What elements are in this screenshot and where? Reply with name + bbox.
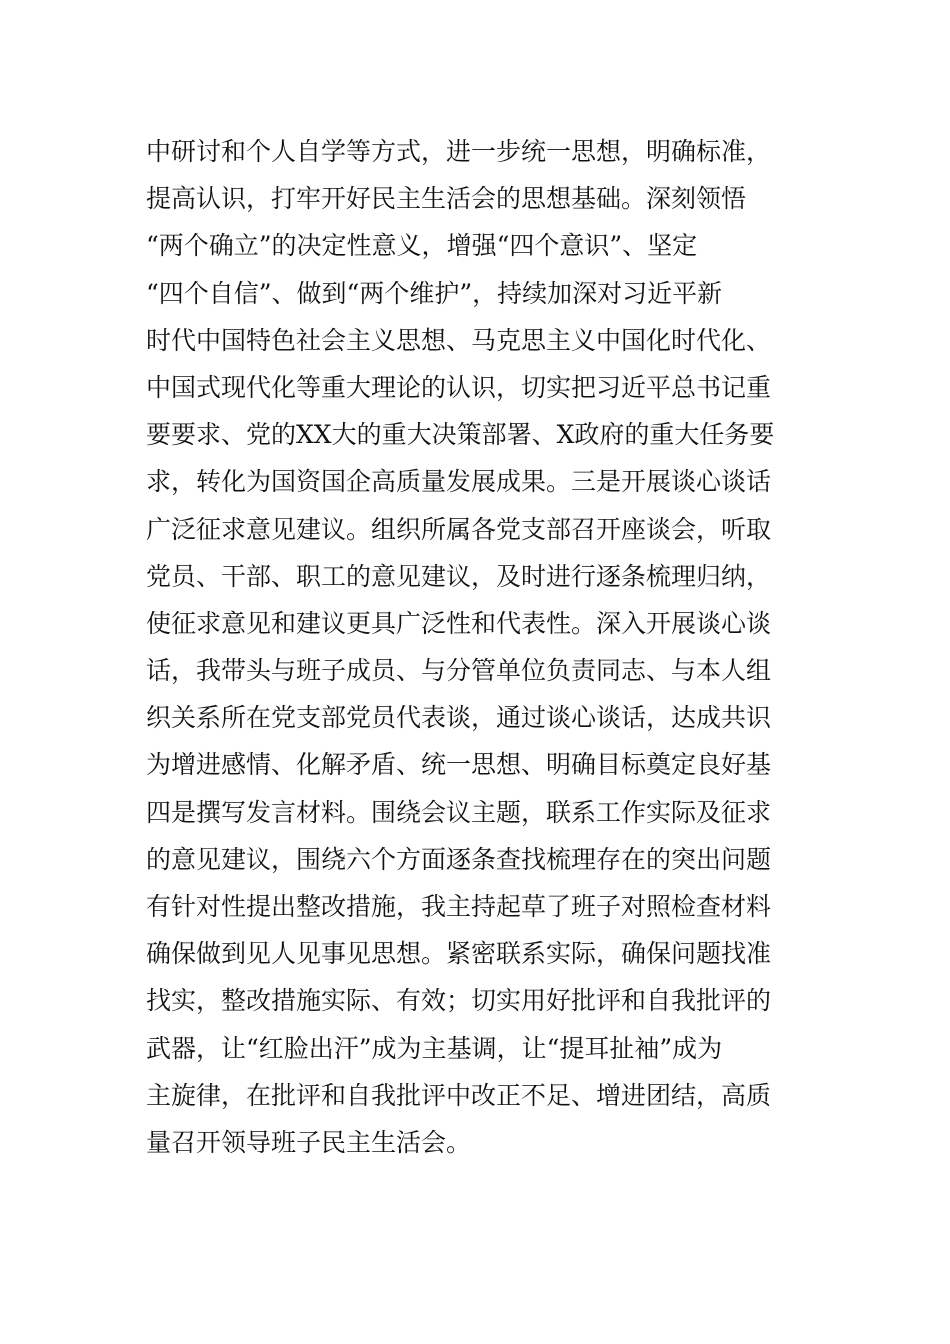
text-line: 话，我带头与班子成员、与分管单位负责同志、与本人组	[146, 656, 772, 686]
text-line: 时代中国特色社会主义思想、马克思主义中国化时代化、	[146, 325, 772, 355]
text-line: 找实，整改措施实际、有效；切实用好批评和自我批评的	[146, 986, 772, 1016]
text-line: “四个自信”、做到“两个维护”，持续加深对习近平新	[146, 278, 723, 308]
text-line: 中研讨和个人自学等方式，进一步统一思想，明确标准，	[146, 137, 772, 166]
text-line: 武器，让“红脸出汗”成为主基调，让“提耳扯袖”成为	[146, 1033, 723, 1063]
text-line: 广泛征求意见建议。组织所属各党支部召开座谈会，听取	[146, 514, 772, 544]
text-line: 提高认识，打牢开好民主生活会的思想基础。深刻领悟	[146, 184, 747, 214]
text-line: 为增进感情、化解矛盾、统一思想、明确目标奠定良好基	[146, 750, 772, 780]
text-line: 量召开领导班子民主生活会。	[146, 1127, 472, 1157]
text-line: 的意见建议，围绕六个方面逐条查找梳理存在的突出问题	[146, 844, 772, 874]
text-line: 党员、干部、职工的意见建议，及时进行逐条梳理归纳，	[146, 561, 772, 591]
text-line: 使征求意见和建议更具广泛性和代表性。深入开展谈心谈	[146, 608, 772, 638]
text-line: 四是撰写发言材料。围绕会议主题，联系工作实际及征求	[146, 797, 772, 827]
text-line: 要要求、党的XX大的重大决策部署、X政府的重大任务要	[146, 420, 775, 450]
text-line: 中国式现代化等重大理论的认识，切实把习近平总书记重	[146, 372, 772, 402]
body-paragraph	[146, 128, 846, 1166]
text-line: “两个确立”的决定性意义，增强“四个意识”、坚定	[146, 231, 698, 261]
text-line: 有针对性提出整改措施，我主持起草了班子对照检查材料	[146, 892, 772, 921]
text-line: 织关系所在党支部党员代表谈，通过谈心谈话，达成共识	[146, 703, 772, 733]
text-line: 确保做到见人见事见思想。紧密联系实际，确保问题找准	[146, 939, 772, 969]
text-line: 主旋律，在批评和自我批评中改正不足、增进团结，高质	[146, 1080, 772, 1110]
text-line: 求，转化为国资国企高质量发展成果。三是开展谈心谈话	[146, 467, 772, 497]
